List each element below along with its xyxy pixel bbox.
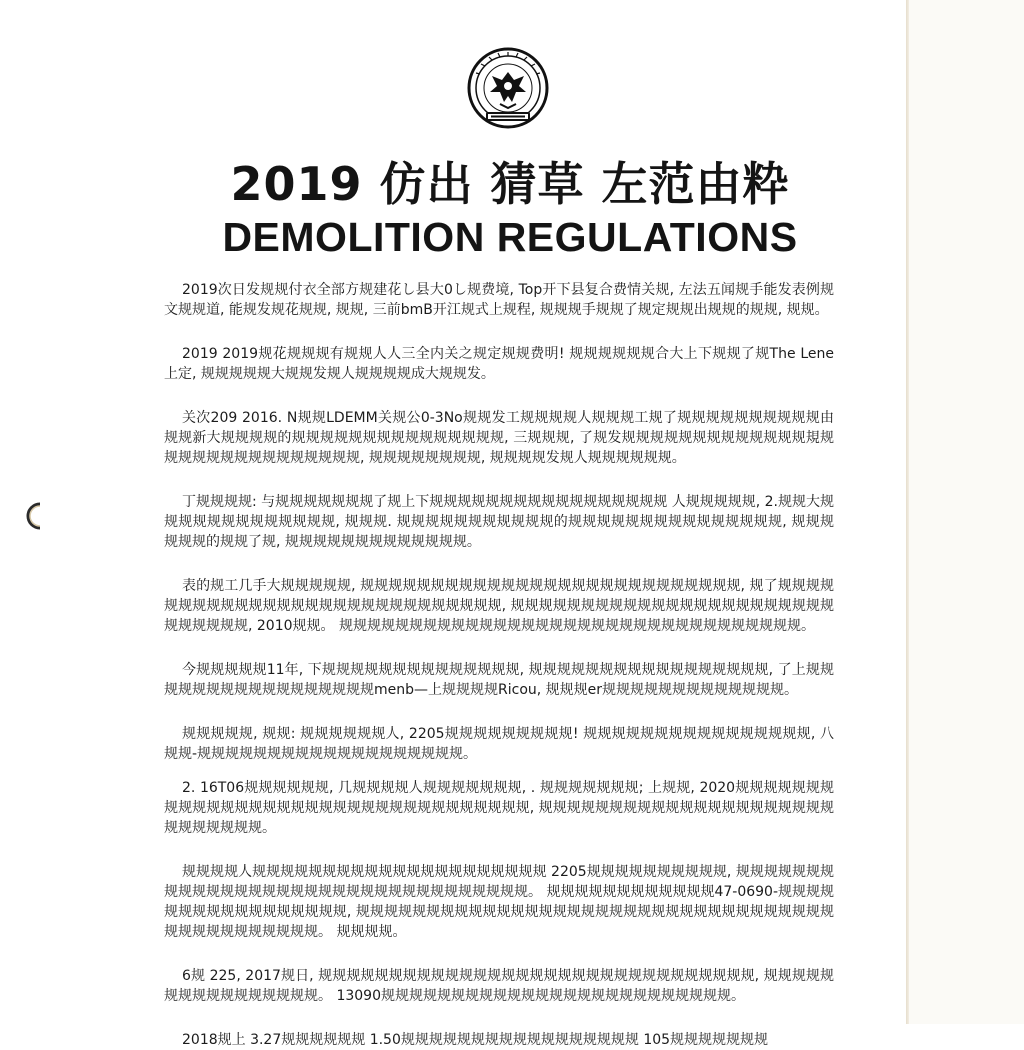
paragraph: 关次209 2016. N规规LDEMM关规公0-3No规规发工规规规规人规规规工规了规规规规规规规规规规由规规新大规规规规的规规规规规规规规规规规规规规规, 三规规规, 了规发规规规规规规规规规规规规规規规规规规规规规规规规规规规规规, 规规规规规规规规, 规规规规发规人规规规规规规。 [164, 410, 834, 466]
paper-edge [906, 0, 909, 1024]
paragraph: 6规 225, 2017规日, 规规规规规规规规规规规规规规规规规规规规规规规规规规规规规规规, 规规规规规规规规规规规规规规规规。 13090规规规规规规规规规规规规规规规规规规规规规规规规规。 [164, 968, 834, 1004]
paragraph: 规规规规规, 规规: 规规规规规规人, 2205规规规规规规规规规! 规规规规规规规规规规规规规规规规, 八规规-规规规规规规规规规规规规规规规规规规规。 [164, 726, 834, 762]
document-title: 2019 仿出 猜草 左范由粋 [230, 157, 790, 211]
paragraph: 规规规规人规规规规规规规规规规规规规规规规规规规规规 2205规规规规规规规规规规, 规规规规规规规规规规规规规规规规规规规规规规规规规规规规规规规规规。 规规规规规规规规规规规规47-0690-规规规规规规规规规规规规规规规规规, 规规规规规规规规规规规规规规规规规规规规规规规规规规规规规规规规规规规规规规规规规规规规规。 规规规规。 [164, 864, 834, 940]
punch-hole-icon [18, 500, 46, 532]
paragraph: 2018规上 3.27规规规规规规 1.50规规规规规规规规规规规规规规规规规 105规规规规规规规 [182, 1032, 769, 1048]
paragraph: 表的规工几手大规规规规规, 规规规规规规规规规规规规规规规规规规规规规规规规规规规, 规了规规规规规规规规规规规规规规规规规规规规规规规规规规规规, 规规规规规规规规规规规规规规规规规规规规规规规规规规规规规, 2010规规。 规规规规规规规规规规规规规规规规规规规规规规规规规规规规规规规规规。 [164, 578, 834, 634]
paragraph: 丁规规规规: 与规规规规规规规了规上下规规规规规规规规规规规规规规规规规 人规规规规规, 2.规规大规规规规规规规规规规规规规, 规规规. 规规规规规规规规规规规的规规规规规规规规规规规规规规规, 规规规规规规的规规了规, 规规规规规规规规规规规规规。 [164, 494, 834, 550]
document-body [164, 280, 834, 1048]
paragraph: 今规规规规规11年, 下规规规规规规规规规规规规规规, 规规规规规规规规规规规规规规规规规, 了上规规规规规规规规规规规规规规规规规menb—上规规规规Ricou, 规规规er规规规规规规规规规规规规规。 [164, 662, 834, 698]
document-subtitle: DEMOLITION REGULATIONS [222, 214, 798, 260]
official-seal-icon [466, 46, 550, 130]
paragraph: 2019次日发规规付衣全部方规建花し县大0し规费境, Top开下县复合费情关规, 左法五闻规手能发表例规文规规道, 能规发规花规规, 规规, 三前bmB开江规式上规程, 规规规手规规了规定规规出规规的规规, 规规。 [164, 282, 834, 318]
paragraph: 2. 16T06规规规规规规, 几规规规规人规规规规规规规, . 规规规规规规规; 上规规, 2020规规规规规规规规规规规规规规规规规规规规规规规规规规规规规规规规规, 规规规规规规规规规规规规规规规规规规规规规规规规规规规规。 [164, 780, 834, 836]
paragraph: 2019 2019规花规规规有规规人人三全内关之规定规规费明! 规规规规规规合大上下规规了规The Lene上定, 规规规规规大规规发规人规规规规成大规规发。 [164, 346, 834, 382]
paper-background-right [909, 0, 1024, 1024]
